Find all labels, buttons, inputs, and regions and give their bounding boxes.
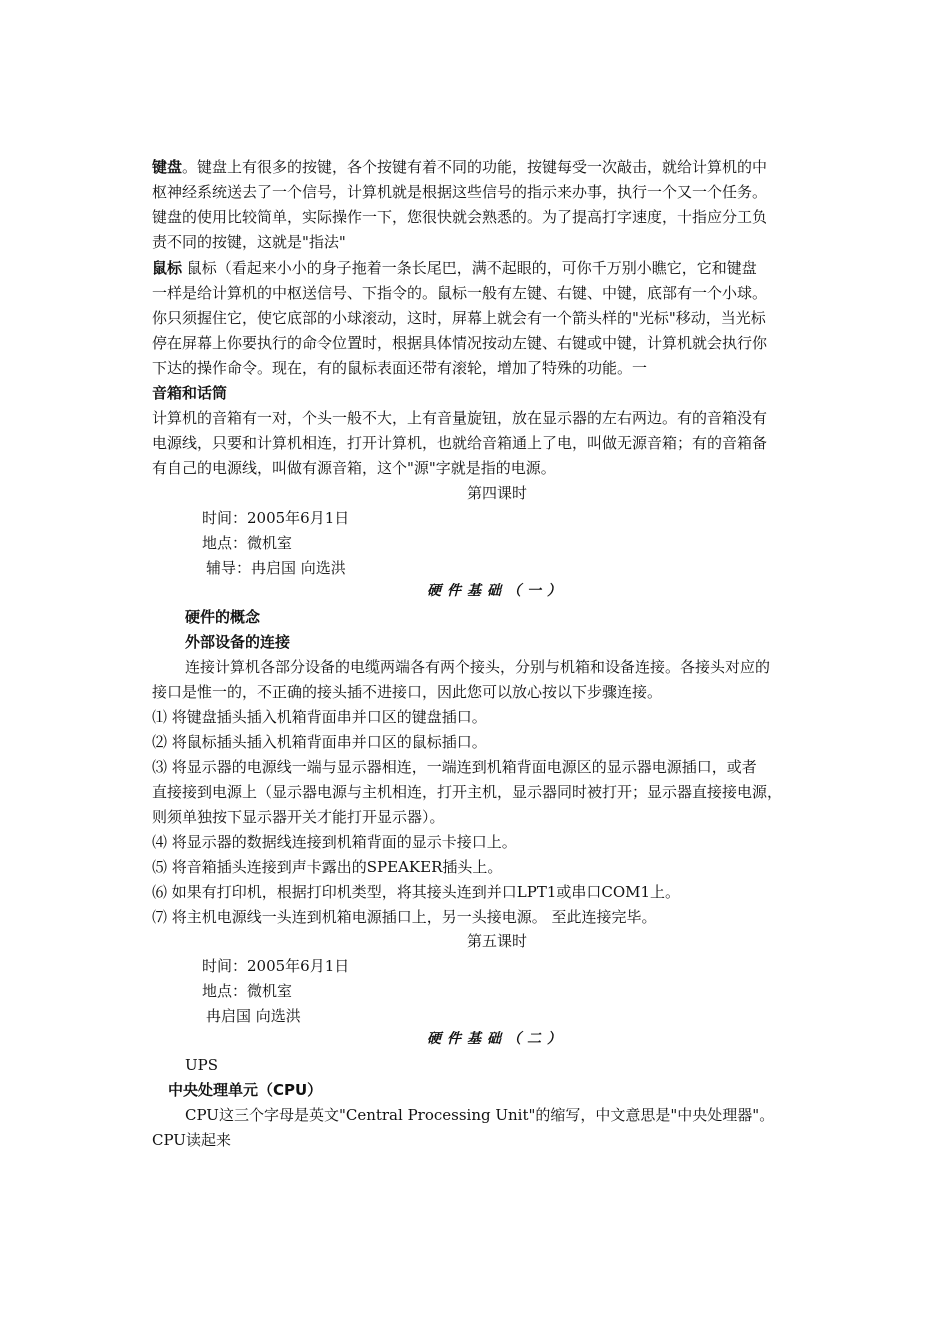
step-line: ⑶ 将显示器的电源线一端与显示器相连，一端连到机箱背面电源区的显示器电源插口，或者: [152, 758, 757, 776]
step-line: ⑷ 将显示器的数据线连接到机箱背面的显示卡接口上。: [152, 833, 517, 851]
cpu-line-2: CPU读起来: [152, 1131, 231, 1149]
lesson4-subheading: 外部设备的连接: [185, 633, 291, 651]
lesson4-title: 第四课时: [466, 484, 527, 502]
step-line: 则须单独按下显示器开关才能打开显示器）。: [152, 808, 445, 826]
step-line: ⑺ 将主机电源线一头连到机箱电源插口上，另一头接电源。 至此连接完毕。: [152, 908, 657, 926]
mouse-line: 你只须握住它，使它底部的小球滚动，这时，屏幕上就会有一个箭头样的"光标"移动，当光标: [152, 309, 766, 327]
mouse-first-text: 鼠标（看起来小小的身子拖着一条长尾巴，满不起眼的，可你千万别小瞧它，它和键盘: [182, 259, 757, 277]
lesson4-time: 时间：2005年6月1日: [202, 509, 350, 527]
mouse-line: 停在屏幕上你要执行的命令位置时，根据具体情况按动左键、右键或中键，计算机就会执行你: [152, 334, 768, 352]
cpu-line-1: CPU这三个字母是英文"Central Processing Unit"的缩写，中文意思是"中央处理器"。: [185, 1106, 775, 1124]
step-line: ⑵ 将鼠标插头插入机箱背面串并口区的鼠标插口。: [152, 733, 487, 751]
step-line: ⑹ 如果有打印机，根据打印机类型，将其接头连到并口LPT1或串口COM1上。: [152, 883, 681, 901]
mouse-line: 一样是给计算机的中枢送信号、下指令的。鼠标一般有左键、右键、中键，底部有一个小球。: [152, 284, 768, 302]
lesson4-subheading: 硬件的概念: [185, 608, 261, 626]
speakers-line: 有自己的电源线，叫做有源音箱，这个"源"字就是指的电源。: [152, 459, 556, 477]
step-line: 直接接到电源上（显示器电源与主机相连，打开主机，显示器同时被打开；显示器直接接电源，: [152, 783, 783, 801]
lesson4-intro-line: 接口是惟一的，不正确的接头插不进接口，因此您可以放心按以下步骤连接。: [152, 683, 663, 701]
speakers-title: 音箱和话筒: [152, 384, 228, 402]
lesson4-place: 地点：微机室: [202, 534, 293, 552]
lesson5-subheading: 中央处理单元（CPU）: [168, 1081, 323, 1099]
speakers-line: 电源线，只要和计算机相连，打开计算机，也就给音箱通上了电，叫做无源音箱；有的音箱备: [152, 434, 768, 452]
step-line: ⑸ 将音箱插头连接到声卡露出的SPEAKER插头上。: [152, 858, 503, 876]
lesson5-tutor: 冉启国 向选洪: [206, 1007, 301, 1025]
lesson4-topic: 硬件基础（一）: [427, 583, 567, 599]
lesson5-place: 地点：微机室: [202, 982, 293, 1000]
lesson5-subheading: UPS: [185, 1056, 219, 1074]
mouse-term: 鼠标: [152, 259, 183, 277]
lesson4-tutor: 辅导：冉启国 向选洪: [206, 559, 346, 577]
keyboard-line: 责不同的按键，这就是"指法": [152, 233, 346, 251]
keyboard-term: 键盘: [152, 158, 183, 176]
speakers-line: 计算机的音箱有一对，个头一般不大，上有音量旋钮，放在显示器的左右两边。有的音箱没有: [152, 409, 768, 427]
step-line: ⑴ 将键盘插头插入机箱背面串并口区的键盘插口。: [152, 708, 487, 726]
keyboard-line: 键盘的使用比较简单，实际操作一下，您很快就会熟悉的。为了提高打字速度，十指应分工负: [152, 208, 768, 226]
lesson4-intro-line: 连接计算机各部分设备的电缆两端各有两个接头，分别与机箱和设备连接。各接头对应的: [185, 658, 771, 676]
lesson5-time: 时间：2005年6月1日: [202, 957, 350, 975]
mouse-line: 下达的操作命令。现在，有的鼠标表面还带有滚轮，增加了特殊的功能。一: [152, 359, 648, 377]
keyboard-line-1: [152, 155, 767, 179]
lesson5-topic: 硬件基础（二）: [427, 1031, 567, 1047]
keyboard-first-text: 。键盘上有很多的按键，各个按键有着不同的功能，按键每受一次敲击，就给计算机的中: [182, 158, 768, 176]
lesson5-title: 第五课时: [466, 932, 527, 950]
keyboard-line: 枢神经系统送去了一个信号，计算机就是根据这些信号的指示来办事，执行一个又一个任务。: [152, 183, 768, 201]
mouse-line-1: [152, 256, 757, 280]
